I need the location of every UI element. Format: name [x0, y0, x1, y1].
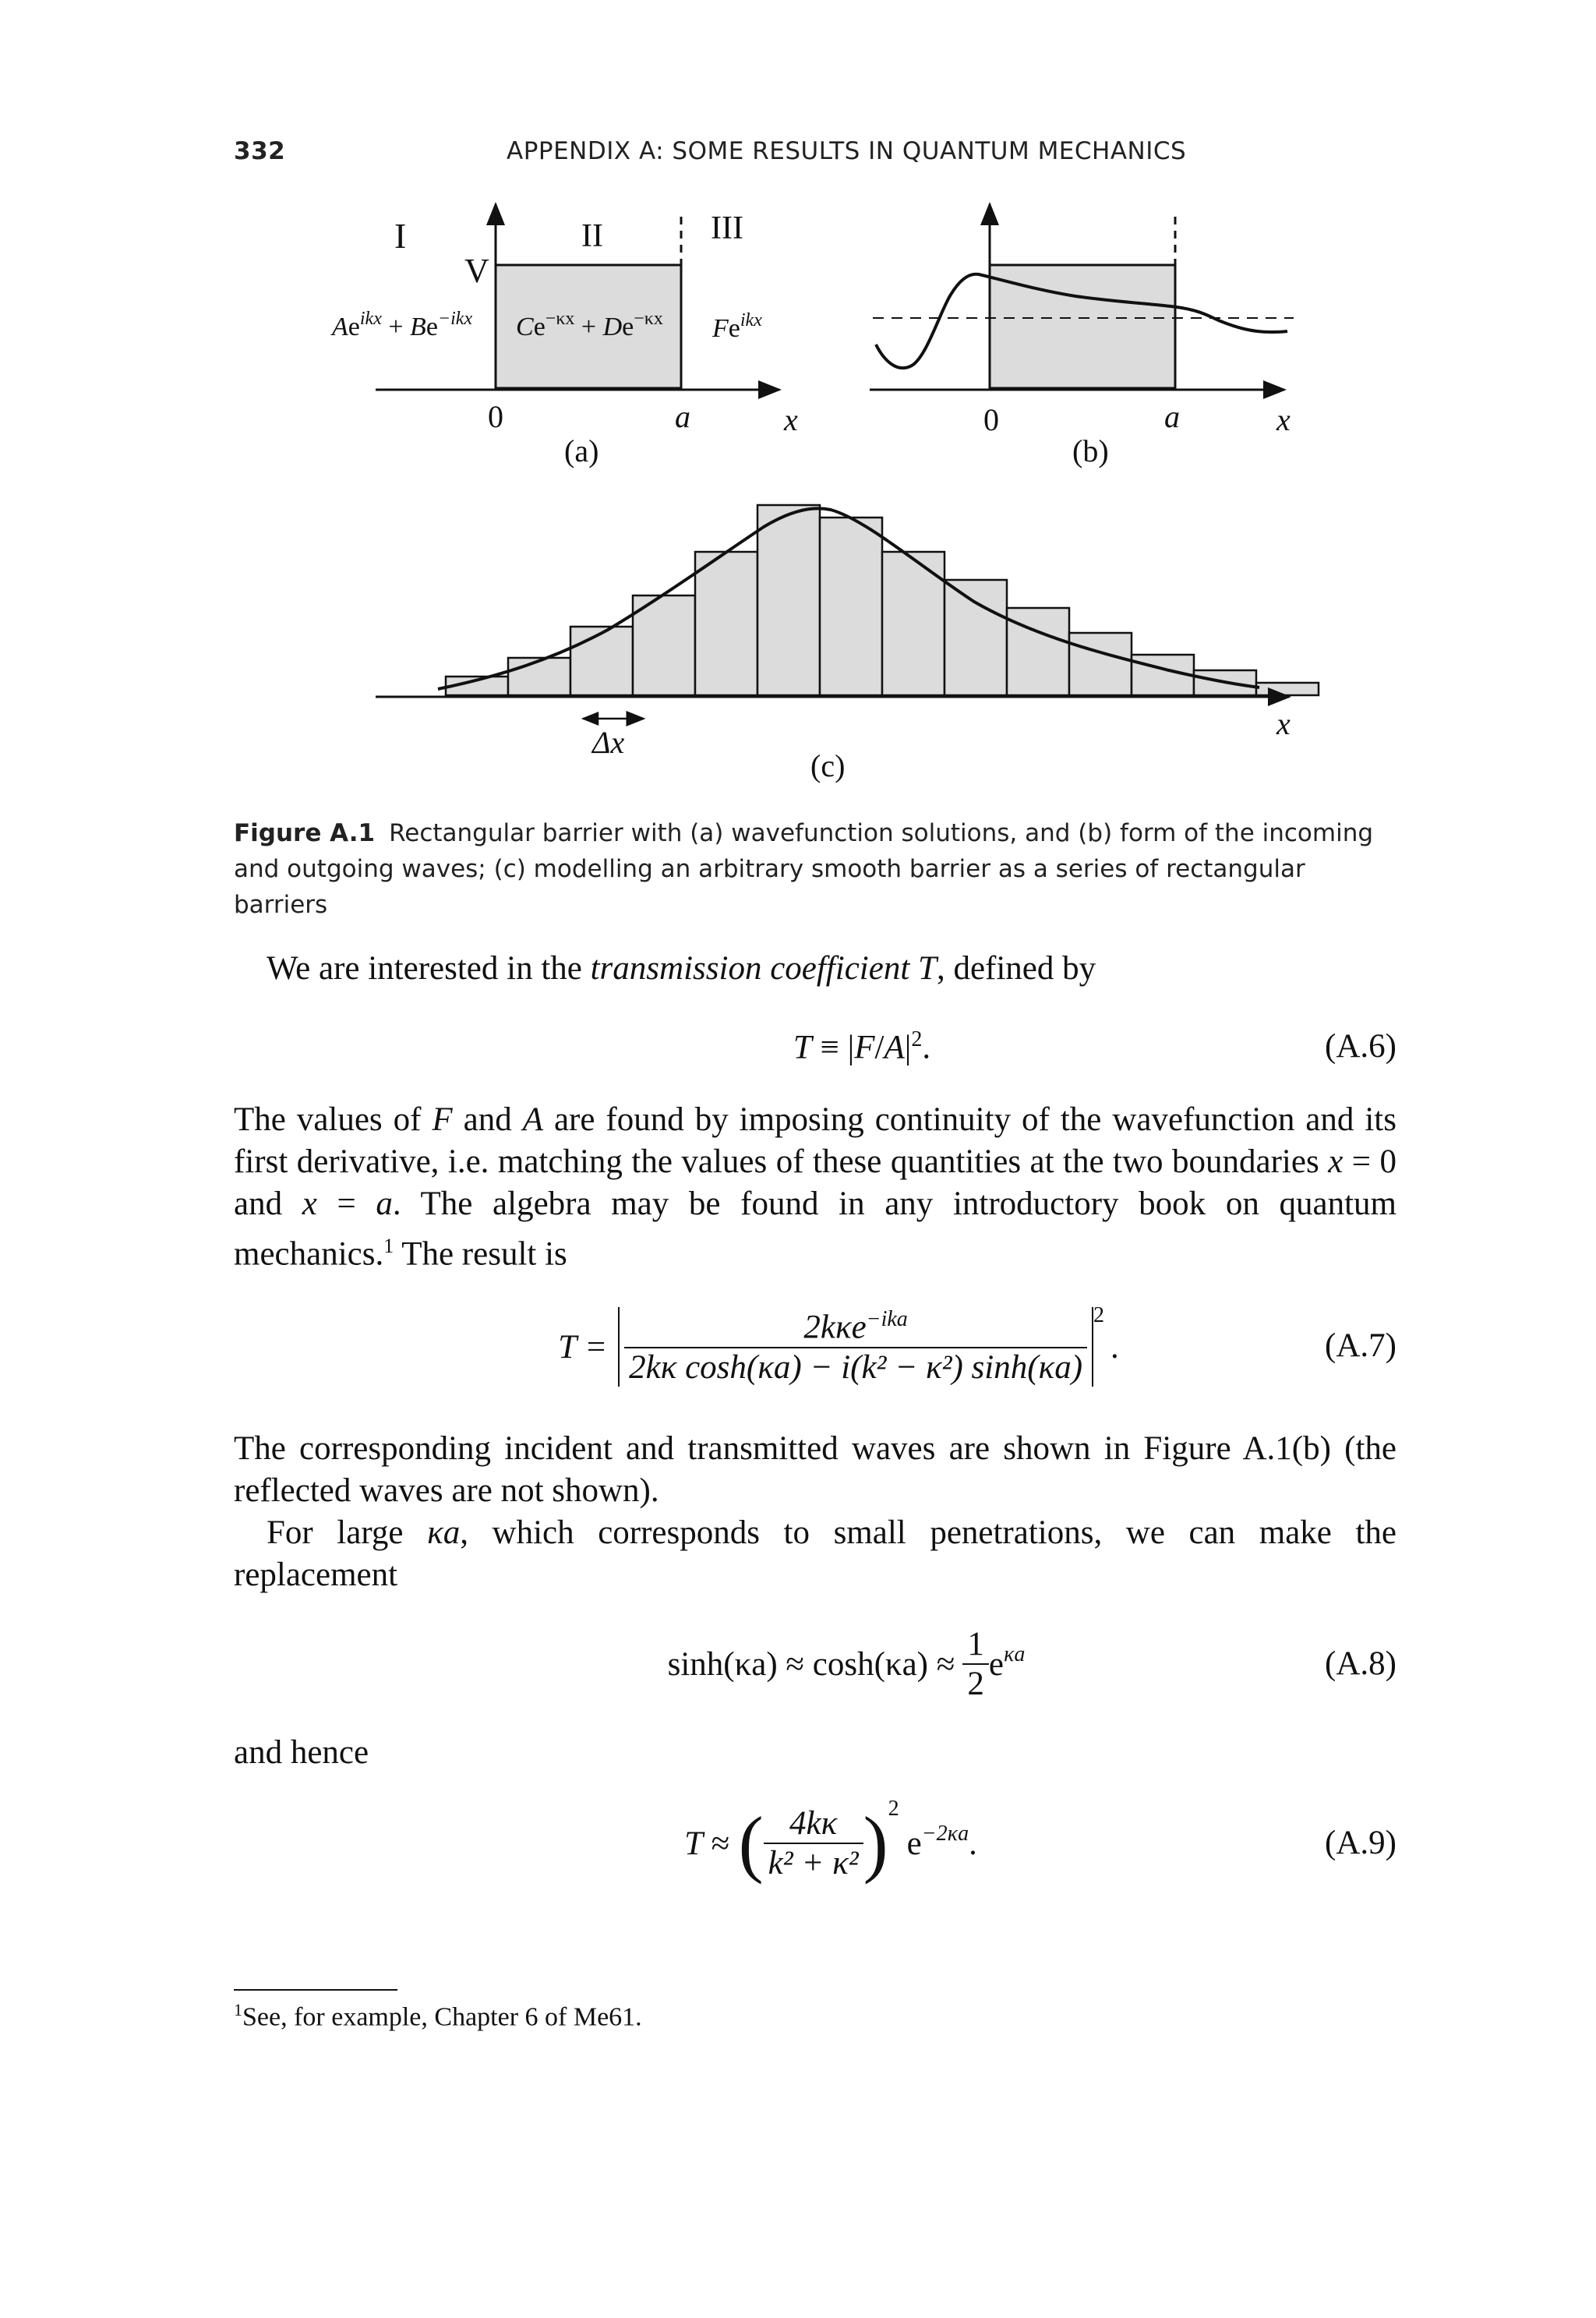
paragraph-4 — [234, 1512, 1396, 1596]
eq-a6-slash: / — [874, 1029, 885, 1066]
eq-a9-exp-sup: −2κa — [921, 1822, 969, 1846]
panel-label-b: (b) — [1072, 433, 1109, 468]
para2-f-text: . The algebra may be found in any introductory book on quantum mechanics. — [234, 1186, 1396, 1273]
eq-a6-end: . — [922, 1029, 931, 1066]
para1-text-a: We are interested in the — [267, 950, 591, 987]
eq-a9-num: 4kκ — [789, 1805, 838, 1842]
caption-label: Figure A.1 — [234, 819, 376, 847]
eq-a9-number: (A.9) — [1325, 1825, 1396, 1861]
panel-a — [330, 204, 798, 468]
figure-a1 — [0, 0, 1596, 811]
region-label-2: II — [581, 218, 603, 254]
panel-label-a: (a) — [564, 433, 599, 468]
eq-a7-abs — [618, 1307, 1093, 1386]
wave-region-1: $Ae^{ikx} + Be^{-ikx}$ — [332, 309, 473, 341]
step-bar — [633, 595, 695, 695]
eq-a9-end: . — [969, 1825, 977, 1862]
axis-label-a-b: a — [1164, 399, 1180, 434]
eq-a9-sup: 2 — [888, 1797, 899, 1821]
eq-a9-paren-left: ( — [738, 1801, 764, 1885]
region-label-1: I — [394, 216, 407, 256]
eq-a9-exp-base: e — [906, 1825, 922, 1862]
equation-a8 — [234, 1621, 1396, 1707]
paragraph-2 — [234, 1099, 1396, 1275]
para2-f: F — [432, 1101, 453, 1138]
eq-a7-lhs: T = — [558, 1328, 608, 1366]
eq-a8-body: sinh(κa) ≈ cosh(κa) ≈ — [667, 1645, 955, 1683]
eq-a9-lhs: T ≈ — [684, 1825, 729, 1862]
equation-a6 — [234, 1027, 1396, 1074]
eq-a6-number: (A.6) — [1325, 1028, 1396, 1065]
eq-a8-exp-sup: κa — [1003, 1642, 1026, 1666]
eq-a7-numerator-sup: −ika — [866, 1307, 908, 1332]
step-bar — [695, 552, 757, 695]
step-bar — [945, 580, 1007, 695]
eq-a8-number: (A.8) — [1325, 1645, 1396, 1682]
step-bar — [1069, 633, 1132, 695]
eq-a8-fraction — [962, 1625, 989, 1703]
para2-x2: x — [302, 1186, 317, 1222]
axis-label-x-a: x — [784, 402, 798, 437]
para2-b: and — [452, 1101, 523, 1138]
footnote-text: See, for example, Chapter 6 of Me61. — [242, 2002, 642, 2032]
eq-a6-a: A — [884, 1029, 905, 1066]
eq-a6-sup: 2 — [911, 1027, 923, 1051]
step-bar — [570, 627, 633, 695]
region-label-3: III — [711, 210, 743, 246]
wave-region-3: $Fe^{ikx}$ — [712, 310, 762, 343]
eq-a7-end: . — [1110, 1328, 1119, 1366]
eq-a8-den: 2 — [962, 1663, 989, 1703]
para2-e: = — [316, 1186, 376, 1222]
para2-avar: A — [522, 1101, 543, 1138]
paragraph-3 — [234, 1428, 1396, 1512]
step-bars — [446, 505, 1319, 695]
para2-c: are found by imposing continuity of the wavefunction and its first derivative, i.e. matching the values of these quantities at the two boundaries — [234, 1101, 1396, 1180]
footnote-rule — [234, 1989, 397, 1991]
axis-label-0-b: 0 — [983, 402, 999, 437]
eq-a7-denominator: 2kκ cosh(κa) − i(k² − κ²) sinh(κa) — [629, 1348, 1083, 1386]
para4-a: For large — [267, 1514, 428, 1551]
page-number: 332 — [234, 137, 286, 165]
para2-a-var: a — [376, 1186, 393, 1222]
axis-label-x-b: x — [1276, 402, 1291, 437]
panel-label-c: (c) — [810, 748, 846, 783]
paragraph-1 — [234, 948, 1396, 990]
wave-region-2: $Ce^{-\kappa x} + De^{-\kappa x}$ — [516, 309, 663, 341]
barrier-label-v: V — [464, 252, 489, 290]
para2-d: = 0 and — [234, 1143, 1396, 1222]
equation-a9 — [234, 1793, 1396, 1894]
para3-text: The corresponding incident and transmitted waves are shown in Figure A.1(b) (the reflected waves are not shown). — [234, 1430, 1396, 1509]
footnote-ref-1[interactable]: 1 — [383, 1235, 394, 1257]
para2-a: The values of — [234, 1101, 433, 1138]
step-bar — [757, 505, 820, 695]
eq-a6-f: F — [854, 1029, 875, 1066]
axis-label-x-c: x — [1276, 706, 1291, 741]
para4-var: κa — [427, 1514, 461, 1551]
axis-label-a-a: a — [675, 399, 690, 434]
para2-g: The result is — [394, 1235, 567, 1273]
paragraph-5 — [234, 1732, 1396, 1774]
footnote-1 — [234, 2000, 642, 2032]
figure-caption — [234, 815, 1396, 923]
caption-text: Rectangular barrier with (a) wavefunction solutions, and (b) form of the incoming and outgoing waves; (c) modelling an arbitrary smooth barrier as a series of rectangular barriers — [234, 819, 1374, 919]
para1-text-b: , defined by — [936, 950, 1096, 987]
footnote-marker: 1 — [234, 2000, 242, 2019]
para1-emphasis: transmission coefficient T — [590, 950, 937, 987]
eq-a7-numerator: 2kκe — [803, 1309, 867, 1346]
eq-a7-sup: 2 — [1093, 1303, 1105, 1327]
para4-b: , which corresponds to small penetrations, we can make the replacement — [234, 1514, 1396, 1593]
para2-x1: x — [1328, 1143, 1344, 1180]
eq-a9-fraction — [764, 1804, 863, 1882]
step-bar — [820, 518, 882, 695]
eq-a6-rel: ≡ | — [811, 1029, 855, 1066]
step-bar — [508, 658, 570, 695]
step-bar — [1256, 683, 1319, 695]
eq-a8-num: 1 — [967, 1626, 984, 1663]
eq-a6-close: | — [904, 1029, 912, 1066]
eq-a7-number: (A.7) — [1325, 1327, 1396, 1364]
equation-a7 — [234, 1292, 1396, 1401]
eq-a9-den: k² + κ² — [768, 1845, 859, 1882]
axis-label-0-a: 0 — [488, 399, 503, 434]
para5-text: and hence — [234, 1734, 369, 1771]
panel-b — [870, 204, 1294, 468]
eq-a6-lhs: T — [793, 1029, 812, 1066]
panel-c — [376, 505, 1319, 783]
running-title: APPENDIX A: SOME RESULTS IN QUANTUM MECHANICS — [507, 137, 1187, 165]
eq-a9-paren-right: ) — [863, 1801, 888, 1885]
eq-a8-exp-base: e — [988, 1645, 1004, 1683]
delta-x-label: Δx — [592, 725, 625, 760]
step-bar — [1007, 608, 1069, 695]
eq-a7-fraction — [624, 1307, 1087, 1386]
